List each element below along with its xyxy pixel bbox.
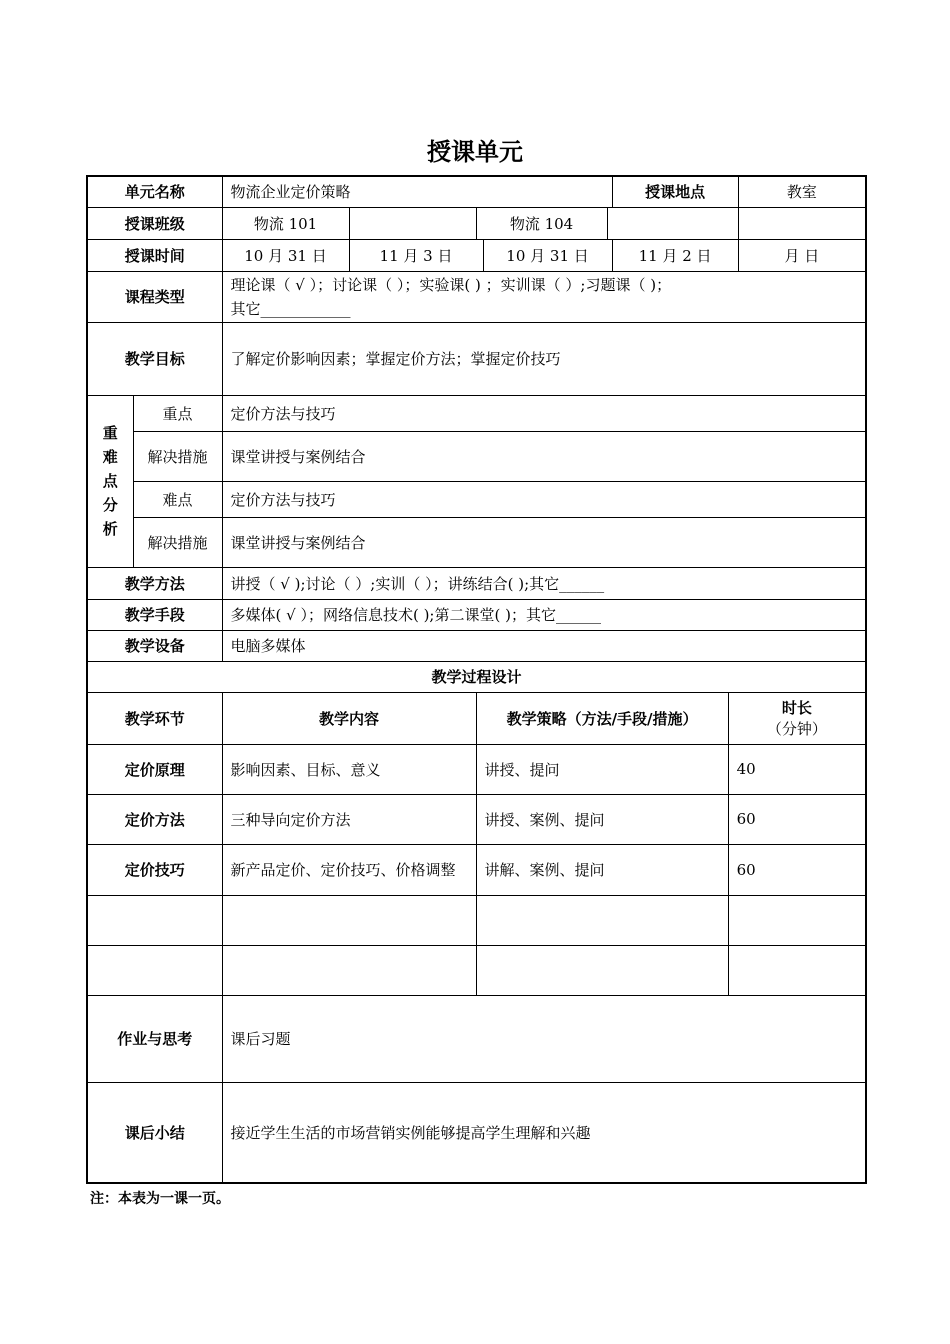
difficulty-char-4: 分: [102, 496, 118, 514]
location-label: 授课地点: [612, 176, 738, 207]
key-solution-row: [87, 431, 866, 481]
content-cell: [222, 945, 476, 995]
unit-label: 单元名称: [87, 176, 222, 207]
location-value: 教室: [738, 176, 866, 207]
content-cell: 三种导向定价方法: [222, 794, 476, 844]
summary-value: 接近学生生活的市场营销实例能够提高学生理解和兴趣: [222, 1082, 866, 1183]
objective-row: [87, 322, 866, 395]
content-cell: 影响因素、目标、意义: [222, 744, 476, 794]
difficulty-char-3: 点: [102, 472, 118, 490]
content-header: 教学内容: [222, 692, 476, 744]
time-label: 授课时间: [87, 239, 222, 271]
strategy-header: 教学策略（方法/手段/措施）: [476, 692, 728, 744]
process-title: 教学过程设计: [87, 661, 866, 692]
method-row: [87, 567, 866, 599]
equipment-value: 电脑多媒体: [222, 630, 866, 661]
time-cell-3: 10 月 31 日: [483, 239, 612, 271]
class-label: 授课班级: [87, 207, 222, 239]
process-title-row: [87, 661, 866, 692]
table-row: [87, 844, 866, 895]
process-header-row: [87, 692, 866, 744]
method-label: 教学方法: [87, 567, 222, 599]
table-row: [87, 744, 866, 794]
class-cell-1: 物流 101: [222, 207, 349, 239]
key-solution-value: 课堂讲授与案例结合: [222, 431, 866, 481]
class-cell-5: [738, 207, 866, 239]
key-point-label: 重点: [133, 395, 222, 431]
page-title: 授课单元: [427, 138, 523, 166]
homework-row: [87, 995, 866, 1082]
hard-point-row: [87, 481, 866, 517]
content-cell: 新产品定价、定价技巧、价格调整: [222, 844, 476, 895]
unit-name-value: 物流企业定价策略: [222, 176, 612, 207]
stage-header: 教学环节: [87, 692, 222, 744]
course-type-row: [87, 271, 866, 322]
strategy-cell: [476, 945, 728, 995]
time-cell-1: 10 月 31 日: [222, 239, 349, 271]
stage-cell: [87, 945, 222, 995]
content-cell: [222, 895, 476, 945]
hard-solution-value: 课堂讲授与案例结合: [222, 517, 866, 567]
duration-header-label: 时长: [781, 699, 812, 717]
hard-point-label: 难点: [133, 481, 222, 517]
difficulty-group-label: [87, 395, 133, 567]
method-value: 讲授（ √ );讨论（ ）;实训（ ）；讲练结合( );其它______: [222, 567, 866, 599]
stage-cell: 定价技巧: [87, 844, 222, 895]
means-label: 教学手段: [87, 599, 222, 630]
strategy-cell: [476, 895, 728, 945]
strategy-cell: 讲解、案例、提问: [476, 844, 728, 895]
duration-cell: 40: [728, 744, 866, 794]
hard-solution-label: 解决措施: [133, 517, 222, 567]
key-point-row: [87, 395, 866, 431]
equipment-row: [87, 630, 866, 661]
lesson-plan-table: [86, 175, 867, 1184]
class-cell-3: 物流 104: [476, 207, 607, 239]
means-row: [87, 599, 866, 630]
hard-solution-row: [87, 517, 866, 567]
summary-label: 课后小结: [87, 1082, 222, 1183]
table-row: [87, 895, 866, 945]
course-type-label: 课程类型: [87, 271, 222, 322]
means-value: 多媒体( √ ）；网络信息技术( );第二课堂( )；其它______: [222, 599, 866, 630]
class-row: [87, 207, 866, 239]
homework-value: 课后习题: [222, 995, 866, 1082]
duration-cell: [728, 945, 866, 995]
difficulty-char-1: 重: [102, 424, 118, 442]
duration-cell: 60: [728, 844, 866, 895]
duration-cell: 60: [728, 794, 866, 844]
difficulty-char-5: 析: [102, 520, 118, 538]
equipment-label: 教学设备: [87, 630, 222, 661]
stage-cell: [87, 895, 222, 945]
key-point-value: 定价方法与技巧: [222, 395, 866, 431]
hard-point-value: 定价方法与技巧: [222, 481, 866, 517]
time-cell-5: 月 日: [738, 239, 866, 271]
objective-value: 了解定价影响因素；掌握定价方法；掌握定价技巧: [222, 322, 866, 395]
homework-label: 作业与思考: [87, 995, 222, 1082]
course-type-line2: 其它____________: [230, 299, 351, 318]
time-row: [87, 239, 866, 271]
strategy-cell: 讲授、案例、提问: [476, 794, 728, 844]
strategy-cell: 讲授、提问: [476, 744, 728, 794]
course-type-value: [222, 271, 866, 322]
difficulty-char-2: 难: [102, 448, 118, 466]
key-solution-label: 解决措施: [133, 431, 222, 481]
class-cell-2: [349, 207, 476, 239]
course-type-line1: 理论课（ √ ）；讨论课（ ）；实验课( ) ；实训课（ ）;习题课（ )；: [230, 275, 672, 294]
duration-header: [728, 692, 866, 744]
stage-cell: 定价原理: [87, 744, 222, 794]
duration-cell: [728, 895, 866, 945]
table-row: [87, 794, 866, 844]
footnote: 注：本表为一课一页。: [90, 1191, 230, 1207]
objective-label: 教学目标: [87, 322, 222, 395]
stage-cell: 定价方法: [87, 794, 222, 844]
duration-header-unit: （分钟）: [766, 720, 827, 738]
class-cell-4: [607, 207, 738, 239]
time-cell-2: 11 月 3 日: [349, 239, 483, 271]
unit-row: [87, 176, 866, 207]
time-cell-4: 11 月 2 日: [612, 239, 738, 271]
table-row: [87, 945, 866, 995]
summary-row: [87, 1082, 866, 1183]
